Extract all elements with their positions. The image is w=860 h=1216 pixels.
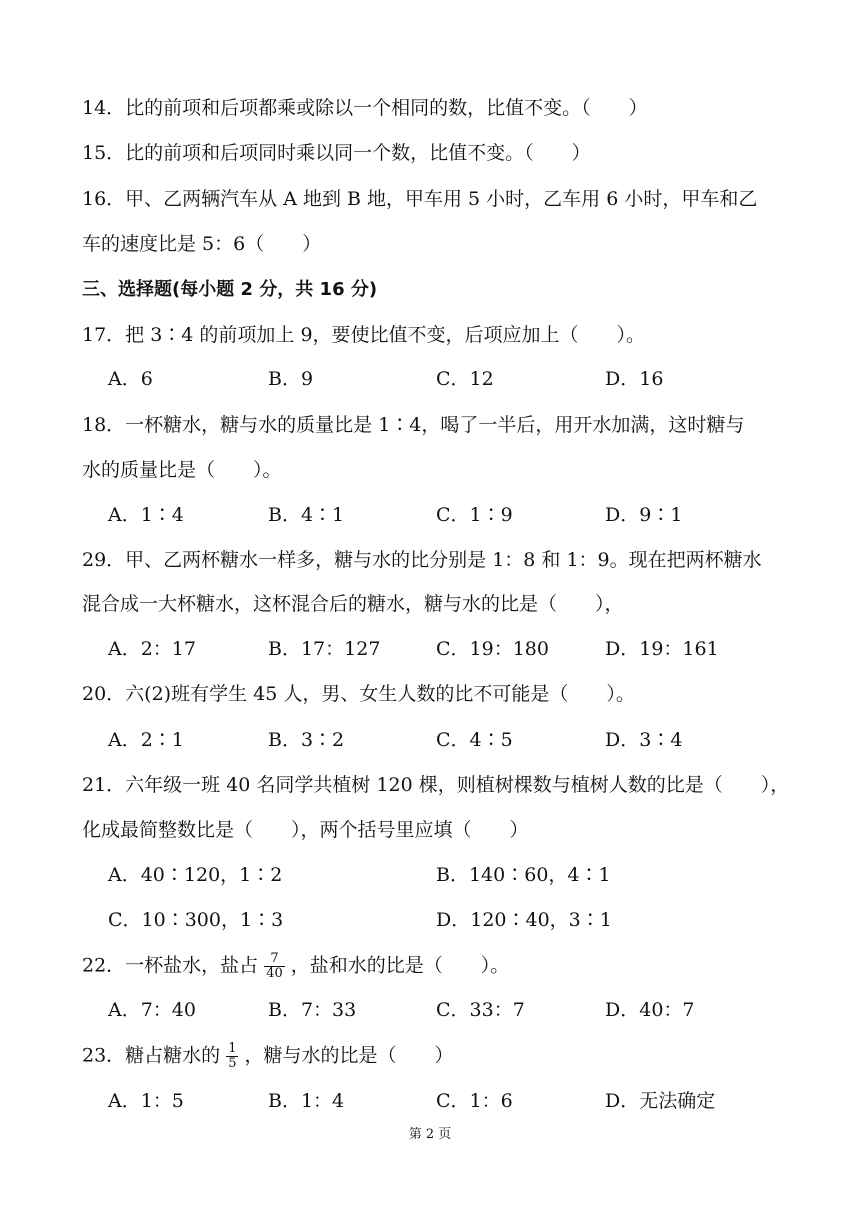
option-d[interactable]: D．3∶4 bbox=[605, 729, 683, 751]
question-22-stem-before: 22．一杯盐水，盐占 bbox=[82, 954, 259, 977]
question-17: 17．把 3∶4 的前项加上 9，要使比值不变，后项应加上（ ）。 bbox=[82, 324, 646, 346]
options-21-row-1 bbox=[108, 862, 790, 888]
option-c[interactable]: C．1：6 bbox=[436, 1090, 513, 1112]
option-b[interactable]: B．7：33 bbox=[268, 999, 357, 1021]
question-29-line-1: 29．甲、乙两杯糖水一样多，糖与水的比分别是 1：8 和 1：9。现在把两杯糖水 bbox=[82, 549, 762, 571]
question-23-stem-before: 23．糖占糖水的 bbox=[82, 1044, 221, 1067]
question-16-line-2: 车的速度比是 5：6（ ） bbox=[82, 233, 322, 255]
option-c[interactable]: C．1∶9 bbox=[436, 504, 513, 526]
question-22 bbox=[82, 952, 790, 981]
option-b[interactable]: B．17：127 bbox=[268, 638, 381, 660]
question-21-line-1: 21．六年级一班 40 名同学共植树 120 棵，则植树棵数与植树人数的比是（ ）， bbox=[82, 774, 790, 796]
options-20 bbox=[108, 727, 790, 753]
option-b[interactable]: B．3∶2 bbox=[268, 729, 345, 751]
question-18-line-1: 18．一杯糖水，糖与水的质量比是 1∶4，喝了一半后，用开水加满，这时糖与 bbox=[82, 414, 745, 436]
fraction-denominator: 40 bbox=[266, 966, 283, 981]
option-d[interactable]: D．无法确定 bbox=[605, 1090, 716, 1112]
option-d[interactable]: D．120∶40，3∶1 bbox=[436, 909, 612, 931]
question-15: 15．比的前项和后项同时乘以同一个数，比值不变。（ ） bbox=[82, 142, 591, 164]
option-a[interactable]: A．1：5 bbox=[108, 1090, 184, 1112]
option-c[interactable]: C．12 bbox=[436, 368, 494, 390]
options-18 bbox=[108, 502, 790, 528]
question-29-line-2: 混合成一大杯糖水，这杯混合后的糖水，糖与水的比是（ ）， bbox=[82, 593, 624, 615]
option-a[interactable]: A．7：40 bbox=[108, 999, 196, 1021]
question-14: 14．比的前项和后项都乘或除以一个相同的数，比值不变。（ ） bbox=[82, 97, 648, 119]
option-b[interactable]: B．9 bbox=[268, 368, 314, 390]
option-b[interactable]: B．140∶60，4∶1 bbox=[436, 864, 611, 886]
fraction bbox=[226, 1042, 238, 1071]
fraction-numerator: 1 bbox=[228, 1041, 237, 1056]
option-a[interactable]: A．2∶1 bbox=[108, 729, 184, 751]
option-a[interactable]: A．1∶4 bbox=[108, 504, 184, 526]
option-c[interactable]: C．4∶5 bbox=[436, 729, 513, 751]
question-18-line-2: 水的质量比是（ ）。 bbox=[82, 459, 282, 481]
fraction-denominator: 5 bbox=[228, 1056, 237, 1071]
option-d[interactable]: D．40：7 bbox=[605, 999, 695, 1021]
options-21-row-2 bbox=[108, 907, 790, 933]
option-b[interactable]: B．4∶1 bbox=[268, 504, 345, 526]
options-22 bbox=[108, 997, 790, 1023]
question-22-stem-after: ，盐和水的比是（ ）。 bbox=[290, 954, 510, 977]
page-number: 第 2 页 bbox=[408, 1127, 452, 1142]
options-17 bbox=[108, 366, 790, 392]
section-heading: 三、选择题(每小题 2 分，共 16 分) bbox=[82, 279, 378, 300]
question-23 bbox=[82, 1042, 790, 1071]
option-d[interactable]: D．9∶1 bbox=[605, 504, 683, 526]
option-b[interactable]: B．1：4 bbox=[268, 1090, 345, 1112]
options-29 bbox=[108, 636, 790, 662]
option-d[interactable]: D．16 bbox=[605, 368, 664, 390]
option-a[interactable]: A．6 bbox=[108, 368, 153, 390]
option-a[interactable]: A．40∶120，1∶2 bbox=[108, 864, 283, 886]
question-16-line-1: 16．甲、乙两辆汽车从 A 地到 B 地，甲车用 5 小时，乙车用 6 小时，甲车和乙 bbox=[82, 188, 758, 210]
option-a[interactable]: A．2：17 bbox=[108, 638, 196, 660]
options-23 bbox=[108, 1088, 790, 1114]
option-c[interactable]: C．19：180 bbox=[436, 638, 549, 660]
option-d[interactable]: D．19：161 bbox=[605, 638, 719, 660]
question-21-line-2: 化成最简整数比是（ ），两个括号里应填（ ） bbox=[82, 819, 529, 841]
option-c[interactable]: C．10∶300，1∶3 bbox=[108, 909, 284, 931]
question-20: 20．六(2)班有学生 45 人，男、女生人数的比不可能是（ ）。 bbox=[82, 683, 635, 705]
fraction bbox=[264, 952, 285, 981]
question-23-stem-after: ，糖与水的比是（ ） bbox=[244, 1044, 454, 1067]
fraction-numerator: 7 bbox=[264, 952, 285, 967]
option-c[interactable]: C．33：7 bbox=[436, 999, 525, 1021]
